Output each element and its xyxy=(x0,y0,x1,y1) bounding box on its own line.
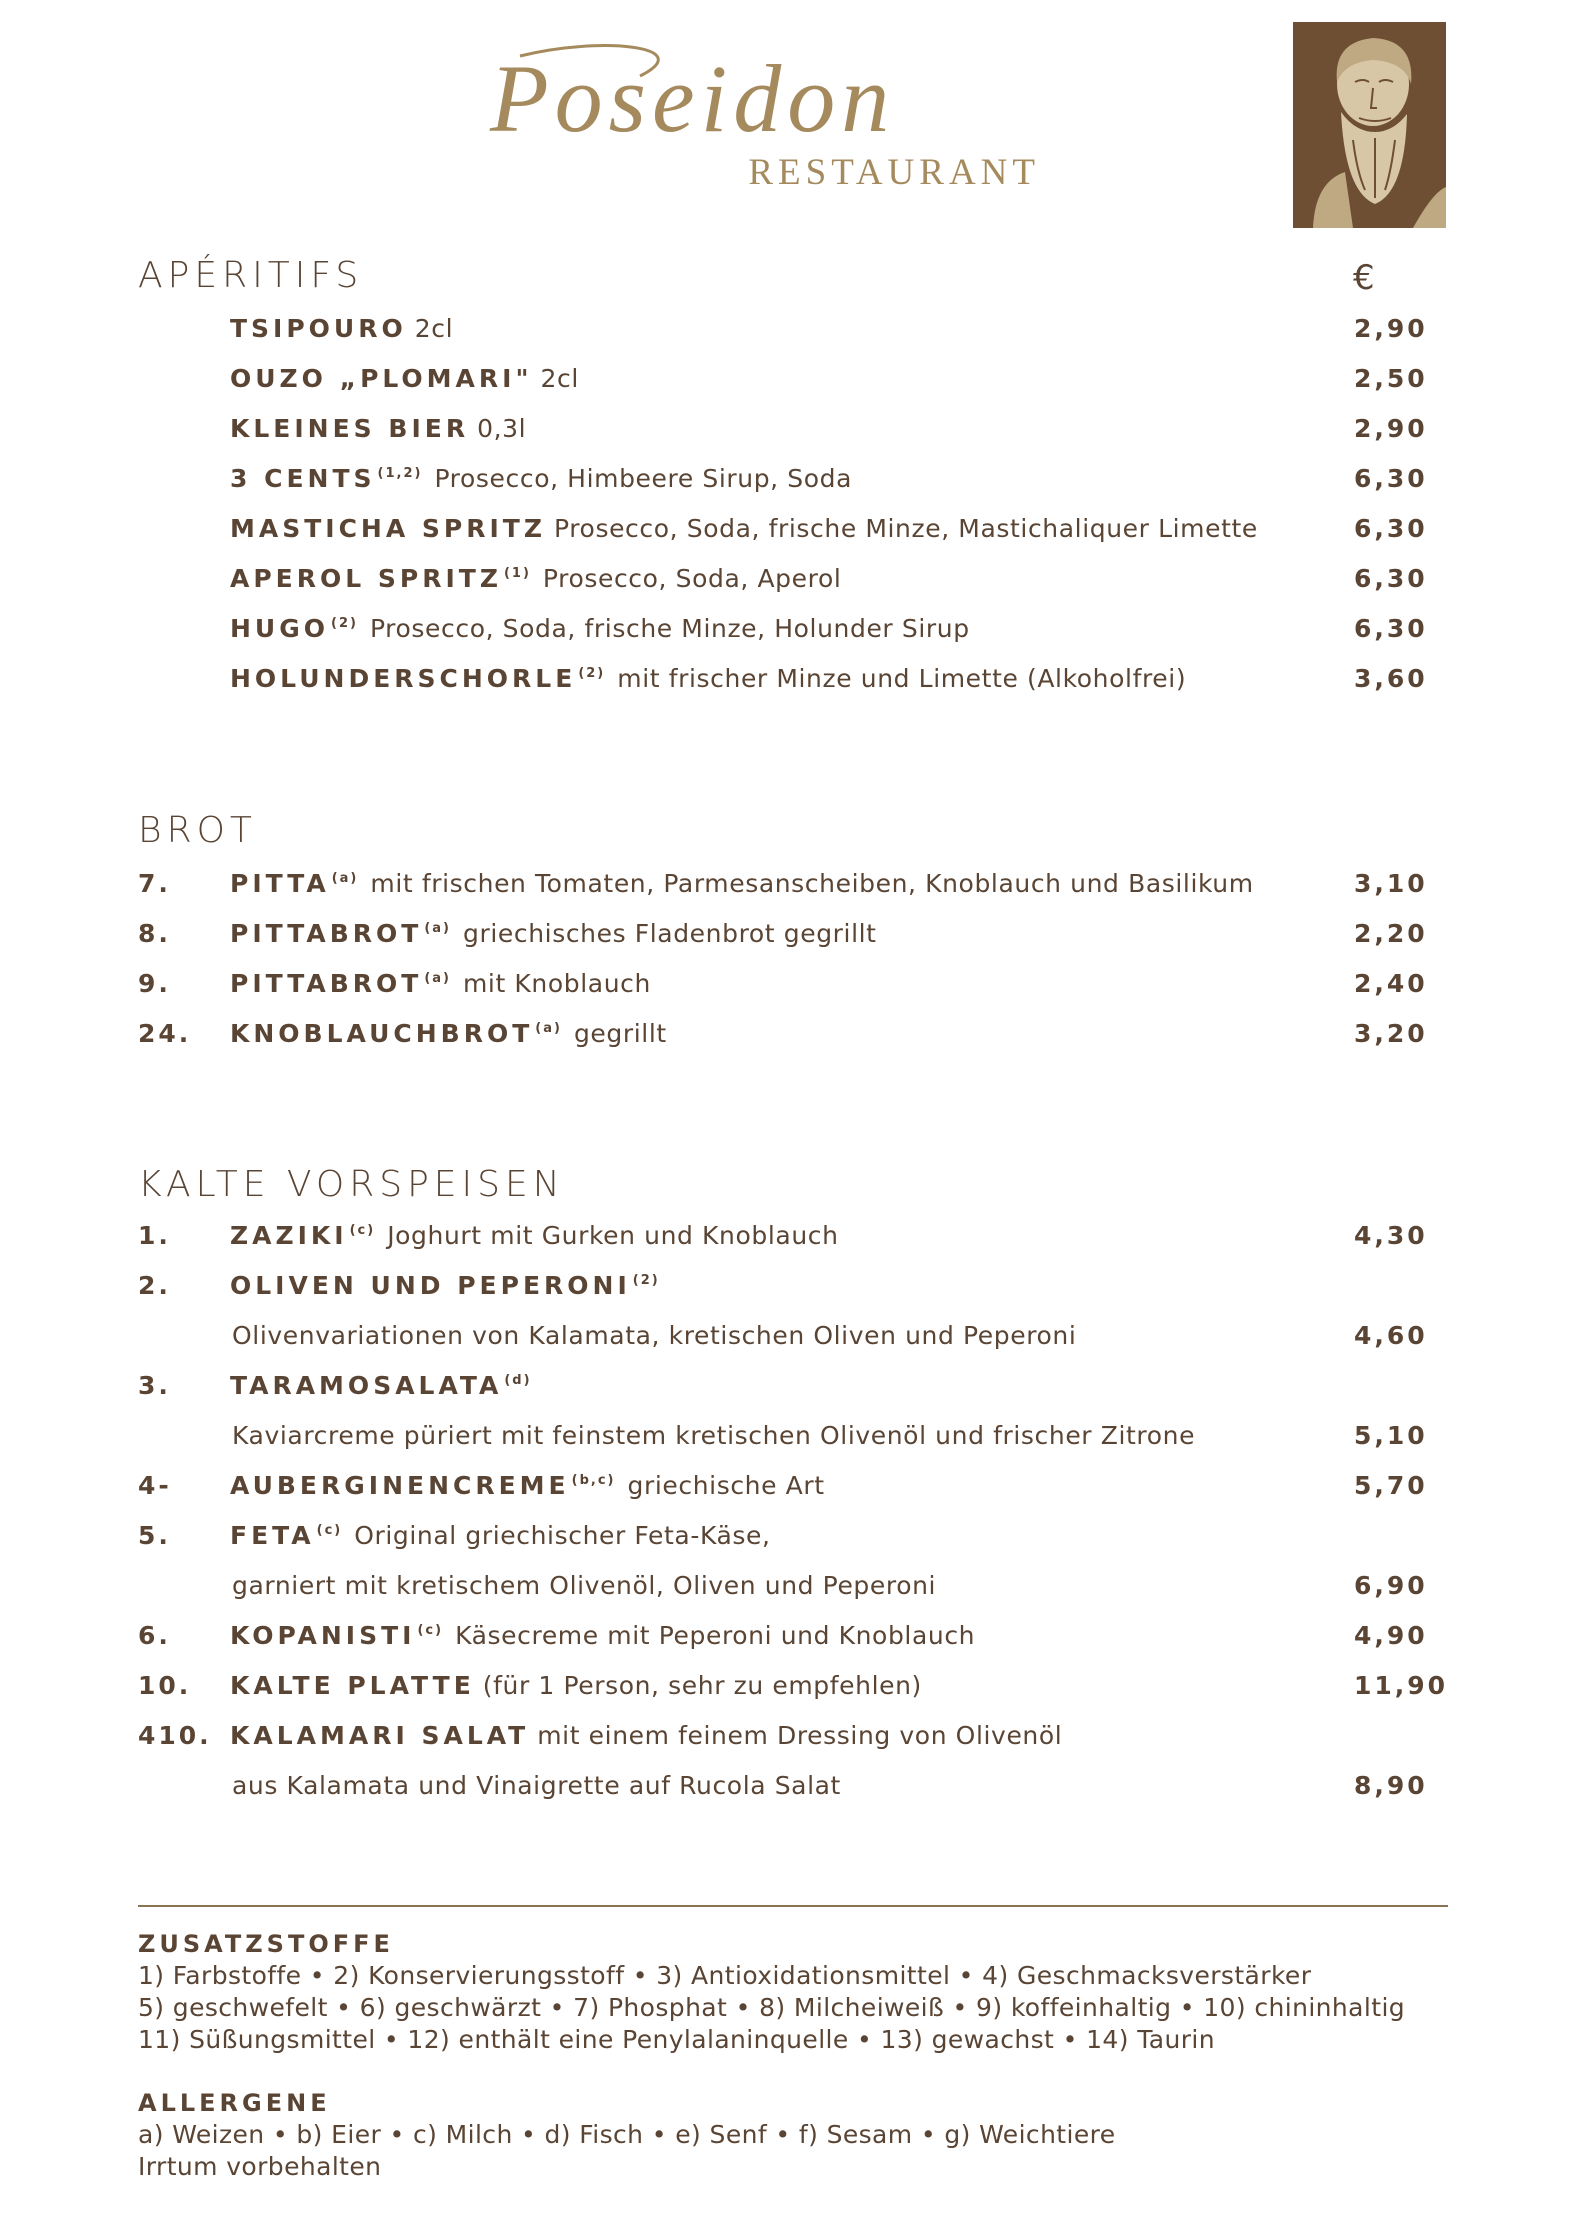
item-number: 7. xyxy=(138,869,171,898)
item-additive-marker: (2) xyxy=(578,666,606,681)
irrtum-note: Irrtum vorbehalten xyxy=(138,2152,382,2181)
section-title: APÉRITIFS xyxy=(138,255,364,296)
item-additive-marker: (2) xyxy=(632,1273,660,1288)
item-additive-marker: (d) xyxy=(504,1373,532,1388)
item-price: 6,30 xyxy=(1354,614,1428,643)
item-price: 3,20 xyxy=(1354,1019,1428,1048)
allergene-line: a) Weizen • b) Eier • c) Milch • d) Fisch • e) Senf • f) Sesam • g) Weichtiere xyxy=(138,2120,1116,2149)
item-name: KLEINES BIER xyxy=(230,414,470,443)
item-number: 3. xyxy=(138,1371,171,1400)
item-price: 6,30 xyxy=(1354,514,1428,543)
menu-item-row xyxy=(138,1571,1448,1621)
item-name: FETA xyxy=(230,1521,315,1550)
item-text xyxy=(230,1271,672,1300)
item-text xyxy=(230,1321,1076,1350)
item-description: (für 1 Person, sehr zu empfehlen) xyxy=(482,1671,922,1700)
item-text xyxy=(230,1521,771,1550)
menu-item-row xyxy=(138,1371,1448,1421)
item-description: Prosecco, Soda, frische Minze, Holunder Sirup xyxy=(369,614,970,643)
item-price: 2,90 xyxy=(1354,414,1428,443)
section-title: KALTE VORSPEISEN xyxy=(138,1164,565,1205)
item-additive-marker: (c) xyxy=(316,1523,343,1538)
item-description: Prosecco, Soda, frische Minze, Mastichaliquer Limette xyxy=(553,514,1258,543)
item-name: KOPANISTI xyxy=(230,1621,416,1650)
menu-item-row xyxy=(138,969,1448,1019)
item-text xyxy=(230,664,1186,693)
item-description: mit frischer Minze und Limette (Alkoholfrei) xyxy=(617,664,1187,693)
item-number: 5. xyxy=(138,1521,171,1550)
item-additive-marker: (2) xyxy=(331,616,358,631)
section-title: BROT xyxy=(138,810,257,851)
menu-item-row xyxy=(138,1621,1448,1671)
allergene-block xyxy=(138,2087,1458,2183)
item-text xyxy=(230,1221,839,1250)
item-price: 2,90 xyxy=(1354,314,1428,343)
item-description: gegrillt xyxy=(573,1019,667,1048)
item-description: Kaviarcreme püriert mit feinstem kretischen Olivenöl und frischer Zitrone xyxy=(232,1421,1196,1450)
logo-script-wordmark xyxy=(480,36,1050,156)
item-description: Joghurt mit Gurken und Knoblauch xyxy=(387,1221,839,1250)
item-name: PITTABROT xyxy=(230,919,423,948)
item-text xyxy=(230,514,1258,543)
item-text xyxy=(230,364,579,393)
menu-item-row xyxy=(138,1671,1448,1721)
item-text xyxy=(230,869,1254,898)
item-description: Original griechischer Feta-Käse, xyxy=(354,1521,771,1550)
item-number: 24. xyxy=(138,1019,192,1048)
menu-item-row xyxy=(138,1221,1448,1271)
item-text xyxy=(230,1421,1195,1450)
menu-item-row xyxy=(138,869,1448,919)
allergene-title: ALLERGENE xyxy=(138,2089,331,2117)
item-additive-marker: (c) xyxy=(417,1623,444,1638)
item-text xyxy=(230,464,852,493)
item-text xyxy=(230,1471,825,1500)
item-name: HUGO xyxy=(230,614,329,643)
item-description: Olivenvariationen von Kalamata, kretischen Oliven und Peperoni xyxy=(232,1321,1077,1350)
item-name: AUBERGINENCREME xyxy=(230,1471,570,1500)
item-number: 10. xyxy=(138,1671,192,1700)
menu-item-row xyxy=(138,919,1448,969)
item-name: PITTABROT xyxy=(230,969,423,998)
menu-item-row xyxy=(138,364,1448,414)
item-name: TSIPOURO xyxy=(230,314,407,343)
item-number: 6. xyxy=(138,1621,171,1650)
poseidon-bust-image xyxy=(1293,22,1446,228)
item-name: ZAZIKI xyxy=(230,1221,348,1250)
menu-item-row xyxy=(138,464,1448,514)
item-price: 4,60 xyxy=(1354,1321,1428,1350)
menu-item-row xyxy=(138,1521,1448,1571)
item-text xyxy=(230,1771,841,1800)
item-description: aus Kalamata und Vinaigrette auf Rucola Salat xyxy=(232,1771,841,1800)
item-name: OLIVEN UND PEPERONI xyxy=(230,1271,631,1300)
menu-item-row xyxy=(138,1721,1448,1771)
item-price: 6,30 xyxy=(1354,564,1428,593)
item-description: Käsecreme mit Peperoni und Knoblauch xyxy=(455,1621,976,1650)
svg-text:Poseidon: Poseidon xyxy=(490,45,896,152)
item-price: 3,10 xyxy=(1354,869,1428,898)
item-number: 4- xyxy=(138,1471,172,1500)
item-price: 4,30 xyxy=(1354,1221,1428,1250)
item-description: mit einem feinem Dressing von Olivenöl xyxy=(537,1721,1063,1750)
menu-item-row xyxy=(138,1271,1448,1321)
item-additive-marker: (b,c) xyxy=(571,1473,616,1488)
zusatzstoffe-title: ZUSATZSTOFFE xyxy=(138,1930,394,1958)
item-text xyxy=(230,314,453,343)
item-price: 3,60 xyxy=(1354,664,1428,693)
item-description: mit frischen Tomaten, Parmesanscheiben, Knoblauch und Basilikum xyxy=(370,869,1254,898)
menu-item-row xyxy=(138,664,1448,714)
item-name: PITTA xyxy=(230,869,330,898)
item-price: 8,90 xyxy=(1354,1771,1428,1800)
menu-item-row xyxy=(138,514,1448,564)
item-name: KNOBLAUCHBROT xyxy=(230,1019,534,1048)
zusatzstoffe-block xyxy=(138,1928,1458,2056)
item-description: 2cl xyxy=(414,314,454,343)
item-additive-marker: (a) xyxy=(424,921,451,936)
menu-item-row xyxy=(138,564,1448,614)
item-description: griechisches Fladenbrot gegrillt xyxy=(462,919,877,948)
item-additive-marker: (a) xyxy=(424,971,451,986)
item-additive-marker: (1) xyxy=(503,566,531,581)
item-number: 410. xyxy=(138,1721,212,1750)
item-text xyxy=(230,614,970,643)
item-text xyxy=(230,969,651,998)
item-number: 2. xyxy=(138,1271,171,1300)
currency-symbol: € xyxy=(1353,258,1375,298)
item-name: OUZO „PLOMARI" xyxy=(230,364,533,393)
item-description: mit Knoblauch xyxy=(462,969,651,998)
item-price: 5,10 xyxy=(1354,1421,1428,1450)
item-additive-marker: (a) xyxy=(331,871,359,886)
item-price: 4,90 xyxy=(1354,1621,1428,1650)
item-name: HOLUNDERSCHORLE xyxy=(230,664,577,693)
item-description: garniert mit kretischem Olivenöl, Oliven und Peperoni xyxy=(232,1571,937,1600)
item-text xyxy=(230,1571,936,1600)
item-price: 6,30 xyxy=(1354,464,1428,493)
item-additive-marker: (c) xyxy=(349,1223,376,1238)
item-price: 2,50 xyxy=(1354,364,1428,393)
item-name: APEROL SPRITZ xyxy=(230,564,502,593)
menu-item-row xyxy=(138,1421,1448,1471)
item-additive-marker: (1,2) xyxy=(377,466,423,481)
item-name: KALAMARI SALAT xyxy=(230,1721,530,1750)
item-text xyxy=(230,919,877,948)
item-text xyxy=(230,1371,544,1400)
item-name: TARAMOSALATA xyxy=(230,1371,503,1400)
item-description: Prosecco, Soda, Aperol xyxy=(542,564,842,593)
item-description: 0,3l xyxy=(477,414,527,443)
item-price: 6,90 xyxy=(1354,1571,1428,1600)
item-additive-marker: (a) xyxy=(535,1021,562,1036)
item-name: MASTICHA SPRITZ xyxy=(230,514,546,543)
item-text xyxy=(230,1019,667,1048)
item-number: 1. xyxy=(138,1221,171,1250)
item-description: 2cl xyxy=(540,364,579,393)
item-price: 11,90 xyxy=(1354,1671,1449,1700)
item-name: 3 CENTS xyxy=(230,464,376,493)
menu-item-row xyxy=(138,1019,1448,1069)
item-price: 2,20 xyxy=(1354,919,1428,948)
item-description: Prosecco, Himbeere Sirup, Soda xyxy=(434,464,853,493)
item-text xyxy=(230,414,526,443)
item-description: griechische Art xyxy=(627,1471,825,1500)
item-text xyxy=(230,1721,1062,1750)
zusatzstoffe-line: 5) geschwefelt • 6) geschwärzt • 7) Phosphat • 8) Milcheiweiß • 9) koffeinhaltig • 10) chininhaltig xyxy=(138,1993,1406,2022)
zusatzstoffe-line: 11) Süßungsmittel • 12) enthält eine Penylalaninquelle • 13) gewachst • 14) Taurin xyxy=(138,2025,1215,2054)
menu-item-row xyxy=(138,1471,1448,1521)
menu-item-row xyxy=(138,314,1448,364)
item-price: 5,70 xyxy=(1354,1471,1428,1500)
menu-item-row xyxy=(138,414,1448,464)
logo-subtitle: RESTAURANT xyxy=(748,152,1040,193)
footer-divider xyxy=(138,1905,1448,1907)
zusatzstoffe-line: 1) Farbstoffe • 2) Konservierungsstoff • 3) Antioxidationsmittel • 4) Geschmacksverstärker xyxy=(138,1961,1312,1990)
item-number: 9. xyxy=(138,969,171,998)
menu-item-row xyxy=(138,1321,1448,1371)
item-price: 2,40 xyxy=(1354,969,1428,998)
item-text xyxy=(230,1671,922,1700)
item-number: 8. xyxy=(138,919,171,948)
item-text xyxy=(230,1621,975,1650)
item-text xyxy=(230,564,841,593)
menu-item-row xyxy=(138,1771,1448,1821)
menu-item-row xyxy=(138,614,1448,664)
restaurant-logo xyxy=(480,36,1050,196)
item-name: KALTE PLATTE xyxy=(230,1671,475,1700)
